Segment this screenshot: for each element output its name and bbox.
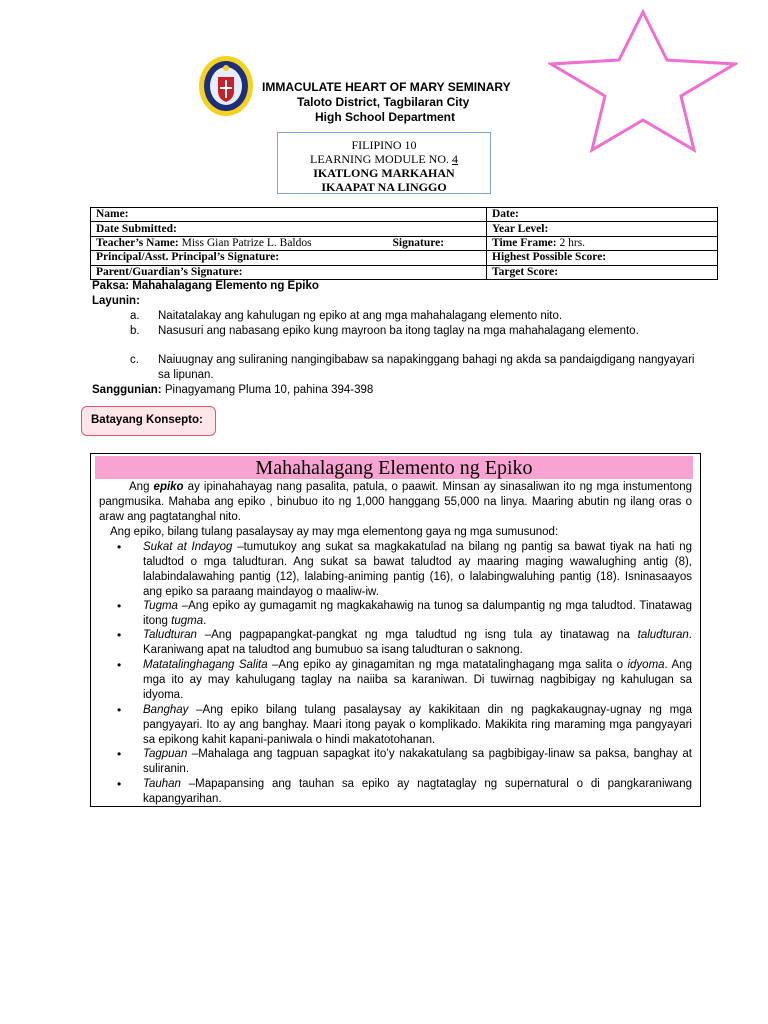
element-term: Sukat at Indayog [143, 541, 233, 553]
module-info-box [277, 132, 491, 194]
objective-letter: c. [130, 354, 139, 366]
module-prefix: LEARNING MODULE NO. [310, 152, 449, 166]
objective-text: Naiuugnay ang suliraning nangingibabaw sa napakinggang bahagi ng akda sa pandaigdigang nangyayari sa lipunan. [158, 354, 695, 381]
year-level-field[interactable]: Year Level: [487, 222, 718, 236]
content-title: Mahahalagang Elemento ng Epiko [95, 456, 693, 479]
list-item [143, 703, 692, 748]
list-item [143, 747, 692, 777]
intro-paragraph [99, 480, 692, 525]
element-text: –tumutukoy ang sukat sa magkakatulad na bilang ng pantig sa bawat tiyak na hati ng taludtod o mga taludturan. Ang sukat sa bawat taludtod ay maaring maging wawalughing antig (8), lalabindalawahing pantig (12), lalabing-animing pantig (16), o lalabingwaluhing pantig (18). Isninasaayos ang epiko sa paraang maindayog o maaliw-iw. [143, 541, 692, 598]
element-term-2: taludturan [637, 629, 689, 641]
objective-letter: b. [130, 325, 140, 337]
element-term: Matatalinghagang Salita [143, 659, 268, 671]
element-term: Tugma [143, 600, 178, 612]
bullet-icon: • [117, 540, 122, 554]
element-term: Tauhan [143, 778, 181, 790]
bullet-icon: • [117, 777, 122, 791]
seminary-seal-logo [198, 55, 254, 117]
objective-text: Nasusuri ang nabasang epiko kung mayroon ba itong taglay na mga mahahalagang elemento. [158, 325, 639, 337]
list-item [143, 540, 692, 600]
objective-text: Naitatalakay ang kahulugan ng epiko at ang mga mahahalagang elemento nito. [158, 310, 563, 322]
target-score-field[interactable]: Target Score: [487, 265, 718, 279]
bullet-icon: • [117, 703, 122, 717]
signature-label: Signature: [392, 236, 445, 249]
time-frame-field [487, 236, 718, 250]
element-text: –Ang pagpapangkat-pangkat ng mga taludtud ng isng tula ay tinatawag na [196, 629, 638, 641]
element-term: Tagpuan [143, 748, 188, 760]
time-frame-value: 2 hrs. [559, 236, 586, 249]
sanggunian-line [92, 383, 373, 398]
element-tail: . Ang mga ito ay may kahulugang taglay na naiiba sa karaniwan. Di tuwirnag nagbibigay ng kahulugan sa idyoma. [143, 659, 692, 701]
intro-start: Ang [129, 481, 150, 493]
list-item [143, 658, 692, 703]
element-text: –Ang epiko ay gumagamit ng magkakahawig na tunog sa dalumpantig ng mga taludtod. Tinatawag itong [143, 600, 692, 627]
teacher-name-value: Miss Gian Patrize L. Baldos [181, 236, 312, 249]
element-tail: . [203, 615, 207, 627]
bullet-icon: • [117, 747, 122, 761]
time-frame-label: Time Frame: [492, 236, 557, 249]
teacher-label: Teacher’s Name: [96, 236, 179, 249]
element-term-2: idyoma [627, 659, 665, 671]
bullet-icon: • [117, 628, 122, 642]
module-number-line [278, 152, 490, 166]
school-name: IMMACULATE HEART OF MARY SEMINARY [262, 80, 511, 94]
element-text: –Mahalaga ang tagpuan sapagkat ito’y nakakatulang sa pagbibigay-linaw sa paksa, banghay at suliranin. [143, 748, 692, 775]
date-submitted-field[interactable]: Date Submitted: [91, 222, 487, 236]
module-quarter: IKATLONG MARKAHAN [313, 166, 455, 180]
objective-letter: a. [130, 310, 140, 322]
intro-paragraph-2: Ang epiko, bilang tulang pasalaysay ay may mga elementong gaya ng mga sumusunod: [110, 526, 559, 538]
school-department: High School Department [315, 110, 456, 124]
intro-term: epiko [153, 481, 184, 493]
sanggunian-value: Pinagyamang Pluma 10, pahina 394-398 [164, 384, 374, 396]
list-item [143, 599, 692, 629]
element-term: Taludturan [143, 629, 197, 641]
student-info-table [90, 207, 718, 280]
list-item [143, 628, 692, 658]
batayang-konsepto-button[interactable]: Batayang Konsepto: [81, 406, 216, 436]
parent-signature-field[interactable]: Parent/Guardian’s Signature: [91, 265, 487, 279]
module-number: 4 [451, 152, 458, 166]
highest-score-field[interactable]: Highest Possible Score: [487, 251, 718, 265]
date-field[interactable]: Date: [487, 208, 718, 222]
teacher-name-field [91, 236, 487, 250]
module-week: IKAAPAT NA LINGGO [321, 180, 447, 194]
star-decoration-icon [548, 8, 738, 154]
element-term-2: tugma [171, 615, 204, 627]
intro-rest: ay ipinahahayag nang pasalita, patula, o paawit. Minsan ay sinasaliwan ito ng mga instumentong pangmusika. Mahaba ang epiko , binubuo ito ng 1,000 hanggang 55,000 na linya. Maaring abutin ng ilang oras o araw ang pagtatanghal nito. [99, 481, 692, 523]
element-text: –Ang epiko ay ginagamitan ng mga matatalinghagang mga salita o [267, 659, 628, 671]
name-field[interactable]: Name: [91, 208, 487, 222]
bullet-icon: • [117, 658, 122, 672]
module-subject: FILIPINO 10 [351, 138, 417, 152]
bullet-icon: • [117, 599, 122, 613]
element-text: –Mapapansing ang tauhan sa epiko ay nagtataglay ng supernatural o di pangkaraniwang kapangyarihan. [143, 778, 692, 805]
sanggunian-label: Sanggunian: [92, 384, 162, 396]
paksa-line: Paksa: Mahahalagang Elemento ng Epiko [92, 280, 319, 292]
element-term: Banghay [143, 704, 189, 716]
principal-signature-field[interactable]: Principal/Asst. Principal’s Signature: [91, 251, 487, 265]
list-item [143, 777, 692, 807]
school-address: Taloto District, Tagbilaran City [297, 95, 470, 109]
layunin-label: Layunin: [92, 295, 140, 307]
element-tail: . Karaniwang apat na taludtod ang bumubuo sa isang taludturan o saknong. [143, 629, 692, 656]
element-text: –Ang epiko bilang tulang pasalaysay ay kakikitaan din ng pagkakaugnay-ugnay ng mga pangyayari. Ito ay ang banghay. Maari itong payak o komplikado. Makikita ring maraming mga pangyayari sa epikong kahit kapani-paniwala o hindi makatotohanan. [143, 704, 692, 746]
